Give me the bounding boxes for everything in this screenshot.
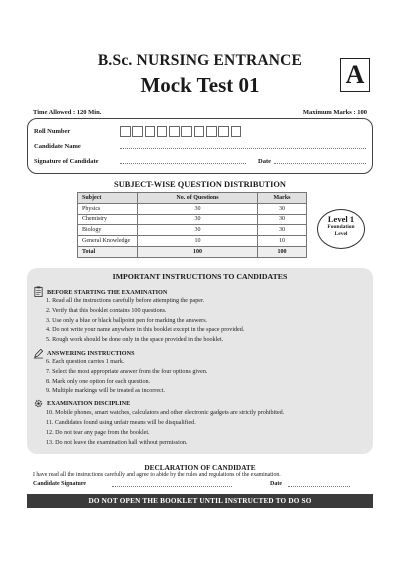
table-row [78,203,307,214]
roll-number-cells[interactable] [120,126,241,137]
declaration-title: DECLARATION OF CANDIDATE [144,463,256,472]
header-subject: Subject [78,193,138,204]
roll-cell[interactable] [231,126,242,137]
do-not-open-banner: DO NOT OPEN THE BOOKLET UNTIL INSTRUCTED TO DO SO [27,494,373,508]
table-row [78,236,307,247]
questions-cell: 10 [138,236,258,247]
roll-cell[interactable] [218,126,229,137]
candidate-name-label: Candidate Name [34,143,81,150]
set-code-box: A [340,58,370,92]
pencil-icon [33,348,44,359]
time-allowed: Time Allowed : 120 Min. [33,109,102,116]
questions-cell: 30 [138,225,258,236]
declaration-signature-line[interactable] [112,486,232,487]
table-row [78,225,307,236]
roll-cell[interactable] [194,126,205,137]
instruction-item: 12. Do not tear any page from the booklet. [46,430,150,436]
level-foundation: Foundation [327,224,355,230]
questions-cell: 30 [138,214,258,225]
section-heading-discipline: EXAMINATION DISCIPLINE [47,400,131,407]
signature-label: Signature of Candidate [34,158,99,165]
questions-cell: 30 [138,203,258,214]
table-row [78,214,307,225]
date-label: Date [258,158,271,165]
instruction-item: 13. Do not leave the examination hall without permission. [46,440,188,446]
candidate-name-line[interactable] [120,148,366,149]
declaration-date-label: Date [270,481,282,487]
roll-cell[interactable] [132,126,143,137]
roll-cell[interactable] [181,126,192,137]
subject-cell: Chemistry [78,214,138,225]
instruction-item: 4. Do not write your name anywhere in this booklet except in the space provided. [46,327,245,333]
declaration-signature-label: Candidate Signature [33,481,87,487]
instructions-title: IMPORTANT INSTRUCTIONS TO CANDIDATES [112,272,288,281]
instruction-item: 7. Select the most appropriate answer from the four options given. [46,369,208,375]
level-number: Level 1 [327,214,355,224]
roll-cell[interactable] [120,126,131,137]
instruction-item: 3. Use only a blue or black ballpoint pen for marking the answers. [46,318,208,324]
instruction-item: 2. Verify that this booklet contains 100 questions. [46,308,167,314]
section-heading-answering: ANSWERING INSTRUCTIONS [47,350,135,357]
date-line[interactable] [274,163,366,164]
total-questions: 100 [138,246,258,257]
candidate-details-box [27,118,373,174]
distribution-table [77,192,307,258]
header-questions: No. of Questions [138,193,258,204]
roll-cell[interactable] [169,126,180,137]
marks-cell: 30 [258,203,307,214]
table-total-row [78,246,307,257]
instruction-item: 6. Each question carries 1 mark. [46,359,125,365]
instruction-item: 5. Rough work should be done only in the space provided in the booklet. [46,337,224,343]
roll-cell[interactable] [145,126,156,137]
instruction-item: 9. Multiple markings will be treated as incorrect. [46,388,165,394]
roll-cell[interactable] [157,126,168,137]
exam-title: B.Sc. NURSING ENTRANCE [97,52,303,69]
gear-icon [33,398,44,409]
declaration-text: I have read all the instructions carefully and agree to abide by the rules and regulations of the examination. [33,472,281,478]
level-badge [317,209,365,249]
total-marks: 100 [258,246,307,257]
roll-number-label: Roll Number [34,128,71,135]
instruction-item: 11. Candidates found using unfair means will be disqualified. [46,420,196,426]
marks-cell: 10 [258,236,307,247]
marks-cell: 30 [258,214,307,225]
clipboard-icon [33,286,44,297]
level-word: Level [334,231,348,237]
subject-cell: Biology [78,225,138,236]
test-title: Mock Test 01 [140,73,260,97]
signature-line[interactable] [120,163,246,164]
subject-cell: Physics [78,203,138,214]
roll-cell[interactable] [206,126,217,137]
declaration-date-line[interactable] [288,486,350,487]
distribution-title: SUBJECT-WISE QUESTION DISTRIBUTION [114,180,286,189]
section-heading-before: BEFORE STARTING THE EXAMINATION [47,289,168,296]
table-header-row [78,193,307,204]
maximum-marks: Maximum Marks : 100 [302,109,367,116]
instruction-item: 8. Mark only one option for each question. [46,379,151,385]
marks-cell: 30 [258,225,307,236]
total-label: Total [78,246,138,257]
instruction-item: 1. Read all the instructions carefully before attempting the paper. [46,298,205,304]
header-marks: Marks [258,193,307,204]
subject-cell: General Knowledge [78,236,138,247]
instruction-item: 10. Mobile phones, smart watches, calculators and other electronic gadgets are strictly prohibited. [46,410,285,416]
